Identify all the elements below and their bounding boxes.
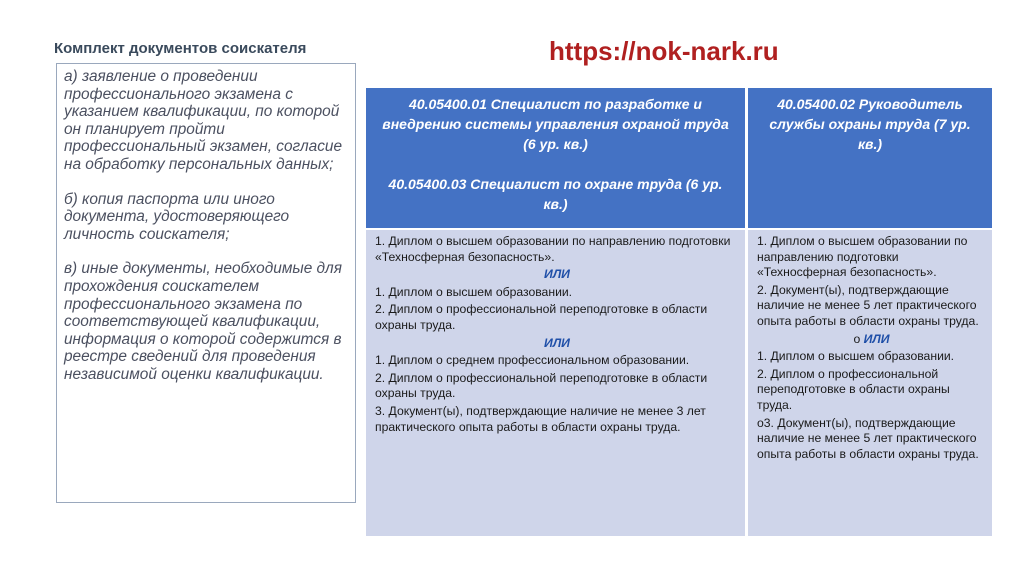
col2-item: 1. Диплом о высшем образовании. [757, 349, 955, 364]
site-url: https://nok-nark.ru [549, 36, 779, 66]
requirements-table [366, 88, 992, 536]
col1-item: 2. Диплом о профессиональной переподготовке в области охраны труда. [375, 370, 708, 401]
col2-item: 2. Документ(ы), подтверждающие наличие не менее 5 лет практического опыта работы в области охраны труда. [757, 282, 979, 328]
col1-item: 2. Диплом о профессиональной переподготовке в области охраны труда. [375, 302, 708, 332]
or-separator-line [757, 332, 986, 348]
table-cell-col1 [366, 230, 745, 536]
documents-list-box [56, 63, 356, 503]
col2-item: 1. Диплом о высшем образовании по направлению подготовки «Техносферная безопасность». [757, 234, 968, 280]
or-separator: ИЛИ [863, 331, 890, 346]
documents-item-b: б) копия паспорта или иного документа, удостоверяющего личность соискателя; [64, 190, 290, 243]
col1-item: 3. Документ(ы), подтверждающие наличие не менее 3 лет практического опыта работы в области охраны труда. [375, 403, 706, 434]
col1-item: 1. Диплом о высшем образовании. [375, 284, 573, 299]
bullet-marker: o [853, 331, 861, 346]
header-specialist-labor-safety: 40.05400.03 Специалист по охране труда (6 ур. кв.) [388, 176, 723, 212]
or-separator: ИЛИ [544, 335, 570, 350]
col2-item: o3. Документ(ы), подтверждающие наличие не менее 5 лет практического опыта работы в области охраны труда. [757, 415, 979, 461]
table-header-col1 [366, 88, 745, 228]
header-specialist-management-system: 40.05400.01 Специалист по разработке и внедрению системы управления охраной труда (6 ур. кв.) [382, 96, 729, 152]
col2-item: 2. Диплом о профессиональной переподготовке в области охраны труда. [757, 366, 950, 412]
col1-item: 1. Диплом о высшем образовании по направлению подготовки «Техносферная безопасность». [375, 234, 731, 264]
col1-item: 1. Диплом о среднем профессиональном образовании. [375, 353, 690, 368]
table-cell-col2 [748, 230, 992, 536]
table-header-col2 [748, 88, 992, 228]
header-head-of-safety-service: 40.05400.02 Руководитель службы охраны труда (7 ур. кв.) [769, 96, 971, 152]
page-title: Комплект документов соискателя [54, 40, 307, 57]
documents-item-a: а) заявление о проведении профессионального экзамена с указанием квалификации, по которой он планирует пройти профессиональный экзамен, согласие на обработку персональных данных; [64, 68, 343, 173]
documents-item-c: в) иные документы, необходимые для прохождения соискателем профессионального экзамена по соответствующей квалификации, информация о которой содержится в реестре сведений для проведения независимой оценки квалификации. [64, 260, 342, 383]
or-separator: ИЛИ [544, 267, 570, 282]
